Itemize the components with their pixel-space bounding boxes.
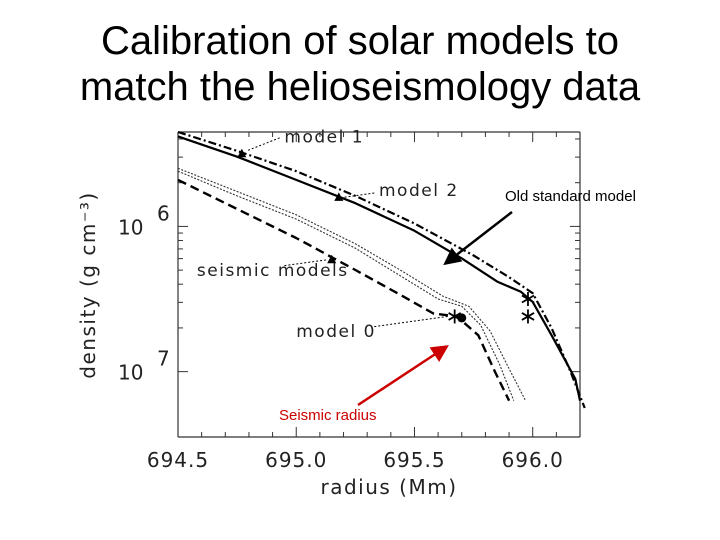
old-standard-model-label: Old standard model bbox=[505, 188, 636, 205]
x-tick-label: 696.0 bbox=[501, 448, 564, 472]
x-tick-label: 695.5 bbox=[383, 448, 446, 472]
callout-layer bbox=[279, 188, 636, 424]
y-tick-base: 10 bbox=[118, 215, 144, 240]
series-line-model-0 bbox=[178, 180, 509, 401]
slide-title-line-1: Calibration of solar models to bbox=[100, 19, 620, 63]
ann-model0-leader bbox=[374, 316, 447, 326]
slide-title-line-2: match the helioseismology data bbox=[79, 65, 641, 109]
y-tick-exponent: 7 bbox=[157, 346, 170, 371]
x-tick-label: 695.0 bbox=[265, 448, 328, 472]
seismic-radius-label: Seismic radius bbox=[279, 407, 377, 424]
ann-model1-leader bbox=[247, 138, 280, 151]
old-standard-model-arrow bbox=[446, 212, 512, 263]
y-tick-exponent: 6 bbox=[157, 201, 170, 226]
y-tick-label bbox=[118, 347, 170, 385]
dot-marker bbox=[457, 313, 466, 322]
x-axis-label: radius (Mm) bbox=[320, 475, 458, 499]
ann-model1-label: model 1 bbox=[284, 127, 365, 148]
y-tick-label bbox=[118, 201, 170, 239]
y-tick-base: 10 bbox=[118, 360, 144, 385]
seismic-radius-arrow bbox=[358, 347, 446, 405]
x-tick-label: 694.5 bbox=[146, 448, 210, 472]
series-line-seismic-models bbox=[178, 168, 526, 400]
ann-model2-label: model 2 bbox=[379, 181, 459, 202]
star-marker bbox=[522, 309, 534, 323]
y-axis-label: density (g cm⁻³) bbox=[76, 191, 100, 379]
ann-seismic-label: seismic models bbox=[196, 260, 349, 281]
ann-model0-label: model 0 bbox=[296, 321, 376, 342]
